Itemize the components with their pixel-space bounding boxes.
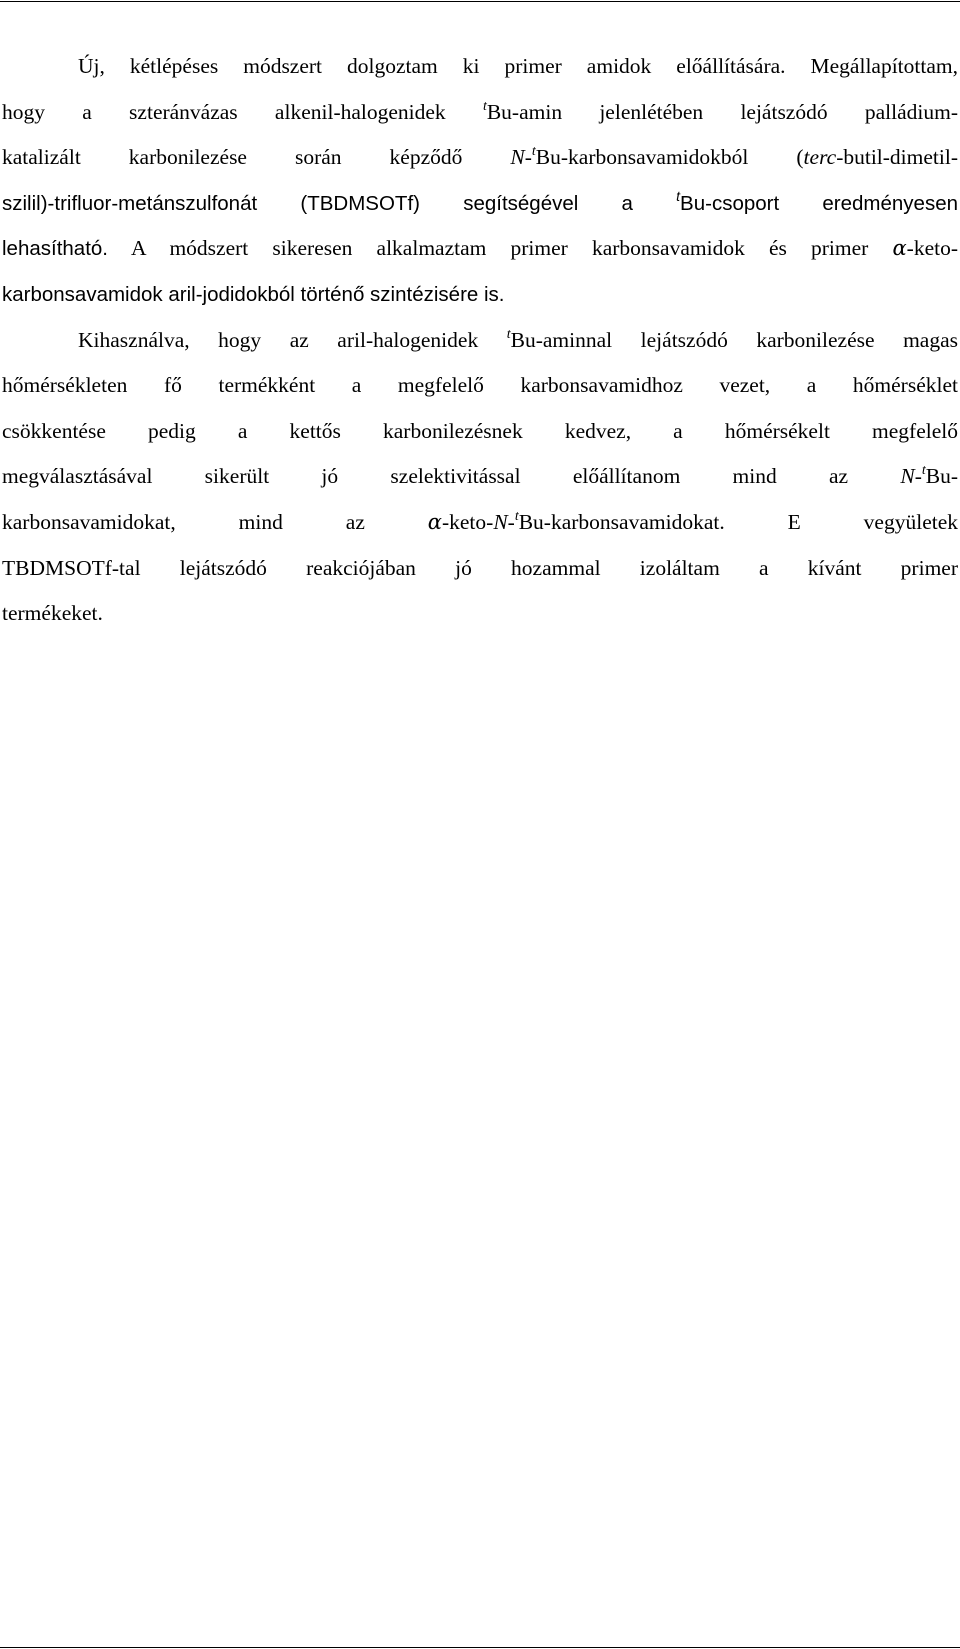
italic-n: N <box>493 509 508 534</box>
alpha-symbol: α <box>427 509 442 534</box>
italic-n: N <box>510 145 525 170</box>
text-run: hogy a szteránvázas alkenil-halogenidek <box>2 99 483 124</box>
paragraph-2 <box>2 318 958 637</box>
superscript-t: t <box>514 508 519 524</box>
italic-n: N <box>900 464 915 489</box>
text-run: - <box>507 509 515 534</box>
text-line <box>2 591 958 637</box>
text-line <box>2 500 958 546</box>
text-run: lehasítható. <box>2 237 108 261</box>
text-run: Bu-csoport eredményesen <box>680 191 959 215</box>
text-line <box>2 226 958 272</box>
superscript-t: t <box>482 98 487 114</box>
text-run: hőmérsékleten fő termékként a megfelelő karbonsavamidhoz vezet, a hőmérséklet <box>2 373 958 398</box>
paragraph-1 <box>2 44 958 318</box>
text-line <box>2 454 958 500</box>
text-run: Bu-amin jelenlétében lejátszódó palládium- <box>486 99 958 124</box>
text-run: Bu-aminnal lejátszódó karbonilezése magas <box>510 327 958 352</box>
document-body <box>2 44 958 637</box>
text-run: -keto- <box>906 236 958 261</box>
text-line <box>2 90 958 136</box>
text-run: megválasztásával sikerült jó szelektivitással előállítanom mind az <box>2 464 901 489</box>
text-run: termékeket. <box>2 601 103 626</box>
superscript-t: t <box>921 463 926 479</box>
text-run: TBDMSOTf-tal lejátszódó reakciójában jó hozammal izoláltam a kívánt primer <box>2 555 958 580</box>
bottom-rule <box>0 1647 960 1648</box>
text-line <box>2 409 958 455</box>
text-run: Bu- <box>925 464 958 489</box>
alpha-symbol: α <box>892 236 907 261</box>
text-line <box>2 44 958 90</box>
superscript-t: t <box>506 326 511 342</box>
text-run: katalizált karbonilezése során képződő <box>2 145 511 170</box>
text-line <box>2 135 958 181</box>
text-run: Bu-karbonsavamidokat. E vegyületek <box>518 509 959 534</box>
text-run: -keto- <box>441 509 494 534</box>
superscript-t: t <box>676 187 681 204</box>
text-line <box>2 546 958 592</box>
text-run: karbonsavamidokat, mind az <box>2 509 428 534</box>
text-run: karbonsavamidok aril-jodidokból történő szintézisére is. <box>2 282 505 306</box>
text-run: - <box>914 464 922 489</box>
text-run: szilil)-trifluor-metánszulfonát (TBDMSOTf) segítségével a <box>2 191 677 215</box>
text-run: -butil-dimetil- <box>836 145 958 170</box>
text-run: Kihasználva, hogy az aril-halogenidek <box>78 327 507 352</box>
text-run: Új, kétlépéses módszert dolgoztam ki primer amidok előállítására. Megállapítottam, <box>78 54 958 78</box>
text-run: - <box>524 145 532 170</box>
text-run: Bu-karbonsavamidokból ( <box>535 145 804 170</box>
text-line <box>2 181 958 227</box>
text-run: A módszert sikeresen alkalmaztam primer karbonsavamidok és primer <box>108 236 893 261</box>
text-line <box>2 318 958 364</box>
italic-terc: terc <box>803 145 837 170</box>
text-run: csökkentése pedig a kettős karbonilezésnek kedvez, a hőmérsékelt megfelelő <box>2 418 958 443</box>
text-line <box>2 363 958 409</box>
superscript-t: t <box>531 144 536 160</box>
text-line <box>2 272 958 318</box>
top-rule <box>0 1 960 2</box>
